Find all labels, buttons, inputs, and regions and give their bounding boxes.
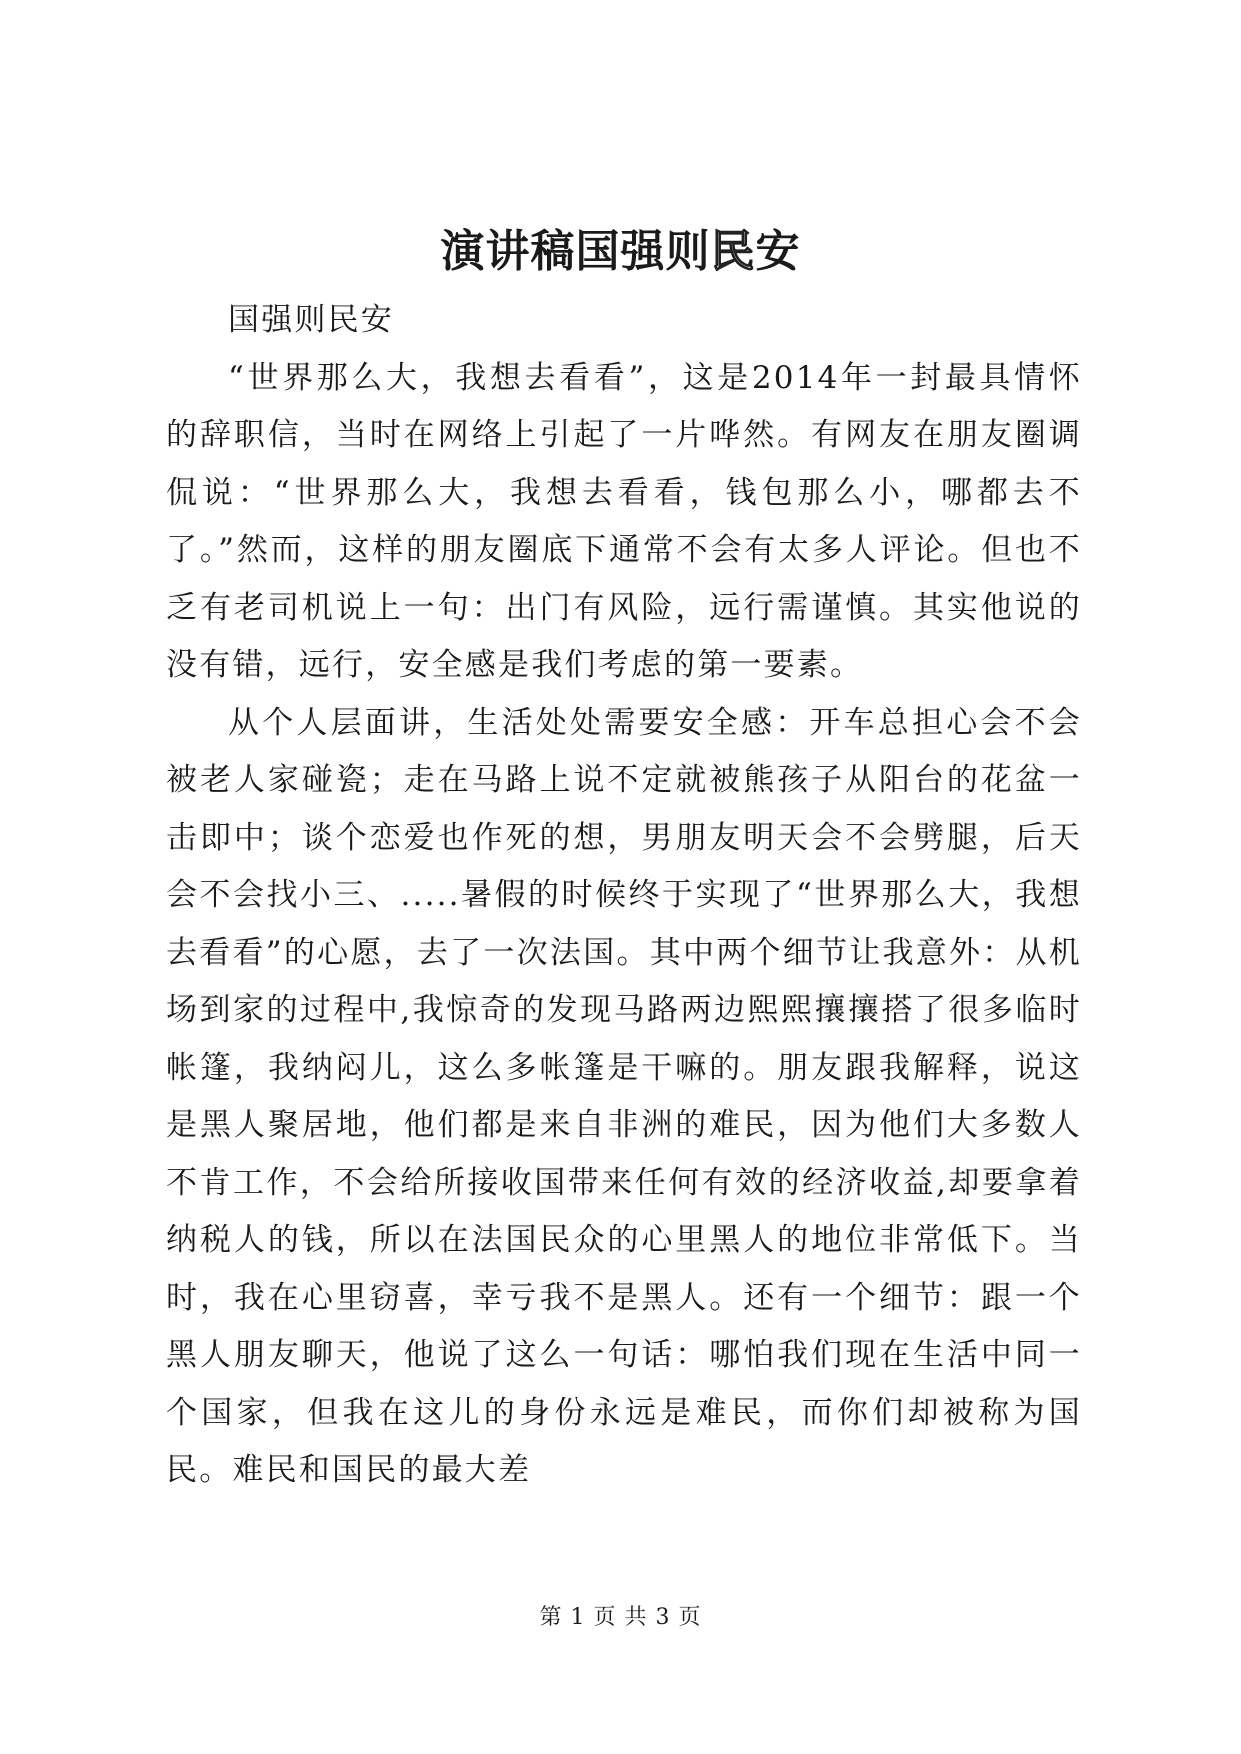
document-title xyxy=(0,222,1241,282)
title-prefix: 演讲稿国强则 xyxy=(440,226,711,277)
page-footer: 第 1 页 共 3 页 xyxy=(539,1605,702,1630)
paragraph-subtitle: 国强则民安 xyxy=(228,302,394,338)
title-suffix: 安 xyxy=(755,226,801,277)
paragraph: 从个人层面讲，生活处处需要安全感：开车总担心会不会被老人家碰瓷；走在马路上说不定就被熊孩子从阳台的花盆一击即中；谈个恋爱也作死的想，男朋友明天会不会劈腿，后天会不会找小三、.....暑假的时候终于实现了“世界那么大，我想去看看”的心愿，去了一次法国。其中两个细节让我意外：从机场到家的过程中,我惊奇的发现马路两边熙熙攘攘搭了很多临时帐篷，我纳闷儿，这么多帐篷是干嘛的。朋友跟我解释，说这是黑人聚居地，他们都是来自非洲的难民，因为他们大多数人不肯工作，不会给所接收国带来任何有效的经济收益,却要拿着纳税人的钱，所以在法国民众的心里黑人的地位非常低下。当时，我在心里窃喜，幸亏我不是黑人。还有一个细节：跟一个黑人朋友聊天，他说了这么一句话：哪怕我们现在生活中同一个国家，但我在这儿的身份永远是难民，而你们却被称为国民。难民和国民的最大差 xyxy=(166,704,1082,1488)
title-outline-char: 民 xyxy=(710,226,756,277)
document-body xyxy=(166,292,1082,1500)
paragraph: “世界那么大，我想去看看”，这是2014年一封最具情怀的辞职信，当时在网络上引起了一片哗然。有网友在朋友圈调侃说：“世界那么大，我想去看看，钱包那么小，哪都去不了。”然而，这样的朋友圈底下通常不会有太多人评论。但也不乏有老司机说上一句：出门有风险，远行需谨慎。其实他说的没有错，远行，安全感是我们考虑的第一要素。 xyxy=(166,359,1082,683)
